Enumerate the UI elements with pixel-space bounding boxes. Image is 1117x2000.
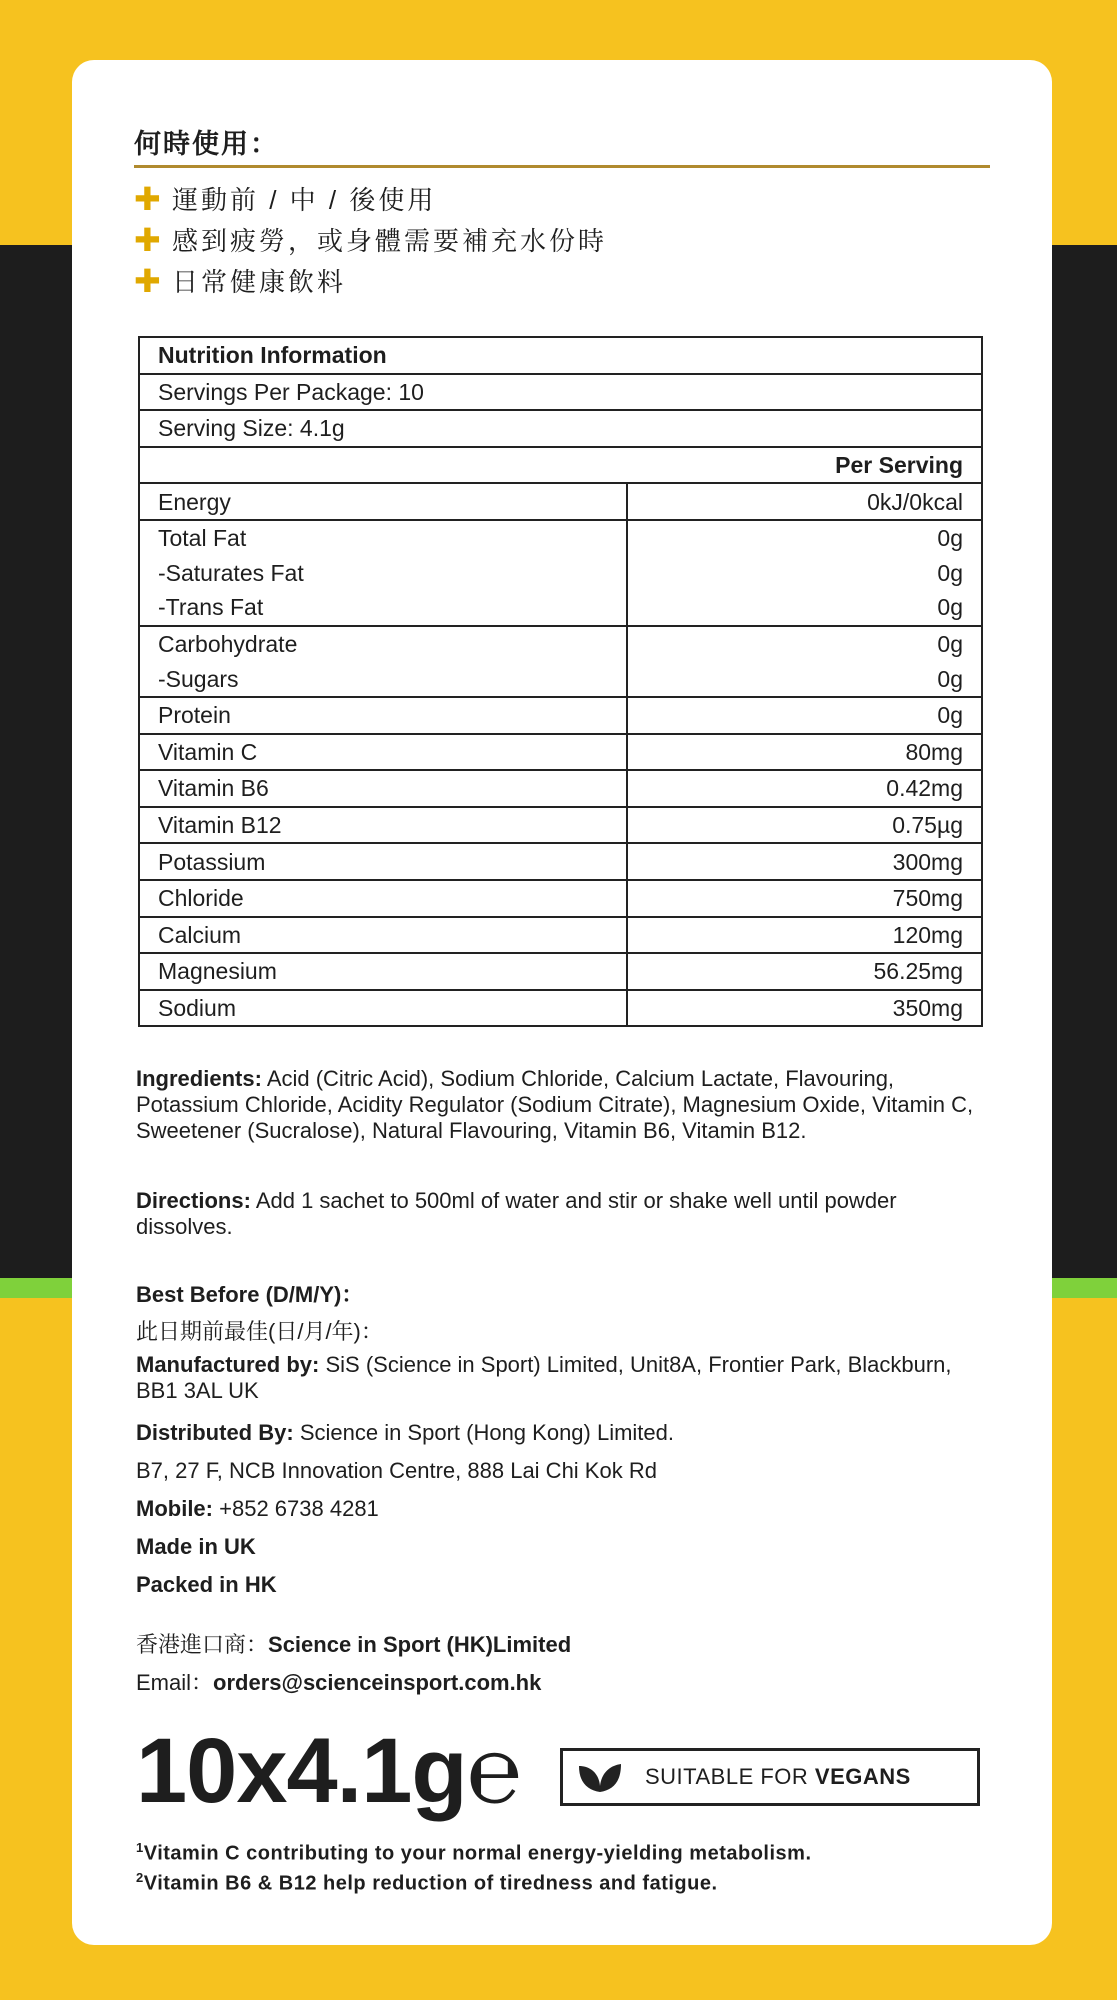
net-quantity: 10x4.1g℮ <box>136 1720 521 1822</box>
table-row: Magnesium 56.25mg <box>139 953 982 990</box>
distributor-address: B7, 27 F, NCB Innovation Centre, 888 Lai Chi Kok Rd <box>136 1458 657 1483</box>
footnote-2: $^2$Vitamin B6 & B12 help reduction of tiredness and fatigue. <box>136 1870 718 1895</box>
table-row: -Sugars 0g <box>139 661 982 697</box>
table-row <box>139 410 982 447</box>
when-to-use-title: 何時使用： <box>134 129 279 159</box>
plus-icon: ✚ <box>134 262 161 299</box>
leaf-icon <box>577 1760 623 1794</box>
estimated-sign: ℮ <box>466 1720 521 1822</box>
list-item: ✚ 運動前 / 中 / 後使用 <box>134 180 437 217</box>
list-item: ✚ 日常健康飲料 <box>134 262 347 299</box>
table-row: Carbohydrate 0g <box>139 626 982 662</box>
table-row <box>139 374 982 411</box>
table-row: Vitamin B12 0.75µg <box>139 807 982 844</box>
when-to-use-list <box>134 178 607 301</box>
per-serving-header: Per Serving <box>139 447 982 484</box>
plus-icon: ✚ <box>134 221 161 258</box>
best-before-label-zh: 此日期前最佳(日/月/年)： <box>136 1319 383 1344</box>
serving-size: Serving Size: 4.1g <box>139 410 982 447</box>
directions-text: Directions: Add 1 sachet to 500ml of water and stir or shake well until powder dissolves. <box>136 1188 897 1239</box>
table-row: Vitamin C 80mg <box>139 734 982 771</box>
table-row: Potassium 300mg <box>139 843 982 880</box>
table-row <box>139 447 982 484</box>
table-row: -Saturates Fat 0g <box>139 556 982 591</box>
table-row: Total Fat 0g <box>139 520 982 556</box>
email-text: Email：orders@scienceinsport.com.hk <box>136 1670 542 1695</box>
table-row <box>139 337 982 374</box>
packed-in: Packed in HK <box>136 1572 277 1597</box>
made-in: Made in UK <box>136 1534 256 1559</box>
plus-icon: ✚ <box>134 180 161 217</box>
footnote-1: $^1$Vitamin C contributing to your normal energy-yielding metabolism. <box>136 1840 812 1865</box>
ingredients-text: Ingredients: Acid (Citric Acid), Sodium Chloride, Calcium Lactate, Flavouring, Potassium Chloride, Acidity Regulator (Sodium Citrate), Magnesium Oxide, Vitamin C, Sweetener (Sucralose), Natural Flavouring, Vitamin B6, Vitamin B12. <box>136 1066 974 1143</box>
best-before-label: Best Before (D/M/Y)： <box>136 1282 364 1307</box>
table-row: Chloride 750mg <box>139 880 982 917</box>
importer-text: 香港進口商：Science in Sport (HK)Limited <box>136 1632 572 1657</box>
table-row: -Trans Fat 0g <box>139 590 982 626</box>
mobile-text: Mobile: +852 6738 4281 <box>136 1496 379 1521</box>
vegan-badge: SUITABLE FOR VEGANS <box>560 1748 980 1806</box>
table-row: Protein 0g <box>139 697 982 734</box>
distributor-text: Distributed By: Science in Sport (Hong Kong) Limited. <box>136 1420 675 1445</box>
title-rule <box>134 165 990 168</box>
table-row: Sodium 350mg <box>139 990 982 1027</box>
table-row: Calcium 120mg <box>139 917 982 954</box>
servings-per-package: Servings Per Package: 10 <box>139 374 982 411</box>
label-panel <box>72 60 1052 1945</box>
nutrition-title: Nutrition Information <box>139 337 982 374</box>
list-item: ✚ 感到疲勞，或身體需要補充水份時 <box>134 221 608 258</box>
manufacturer-text: Manufactured by: SiS (Science in Sport) Limited, Unit8A, Frontier Park, Blackburn, BB1 3AL UK <box>136 1352 952 1403</box>
table-row: Vitamin B6 0.42mg <box>139 770 982 807</box>
table-row: Energy 0kJ/0kcal <box>139 483 982 520</box>
nutrition-table <box>138 336 983 1027</box>
